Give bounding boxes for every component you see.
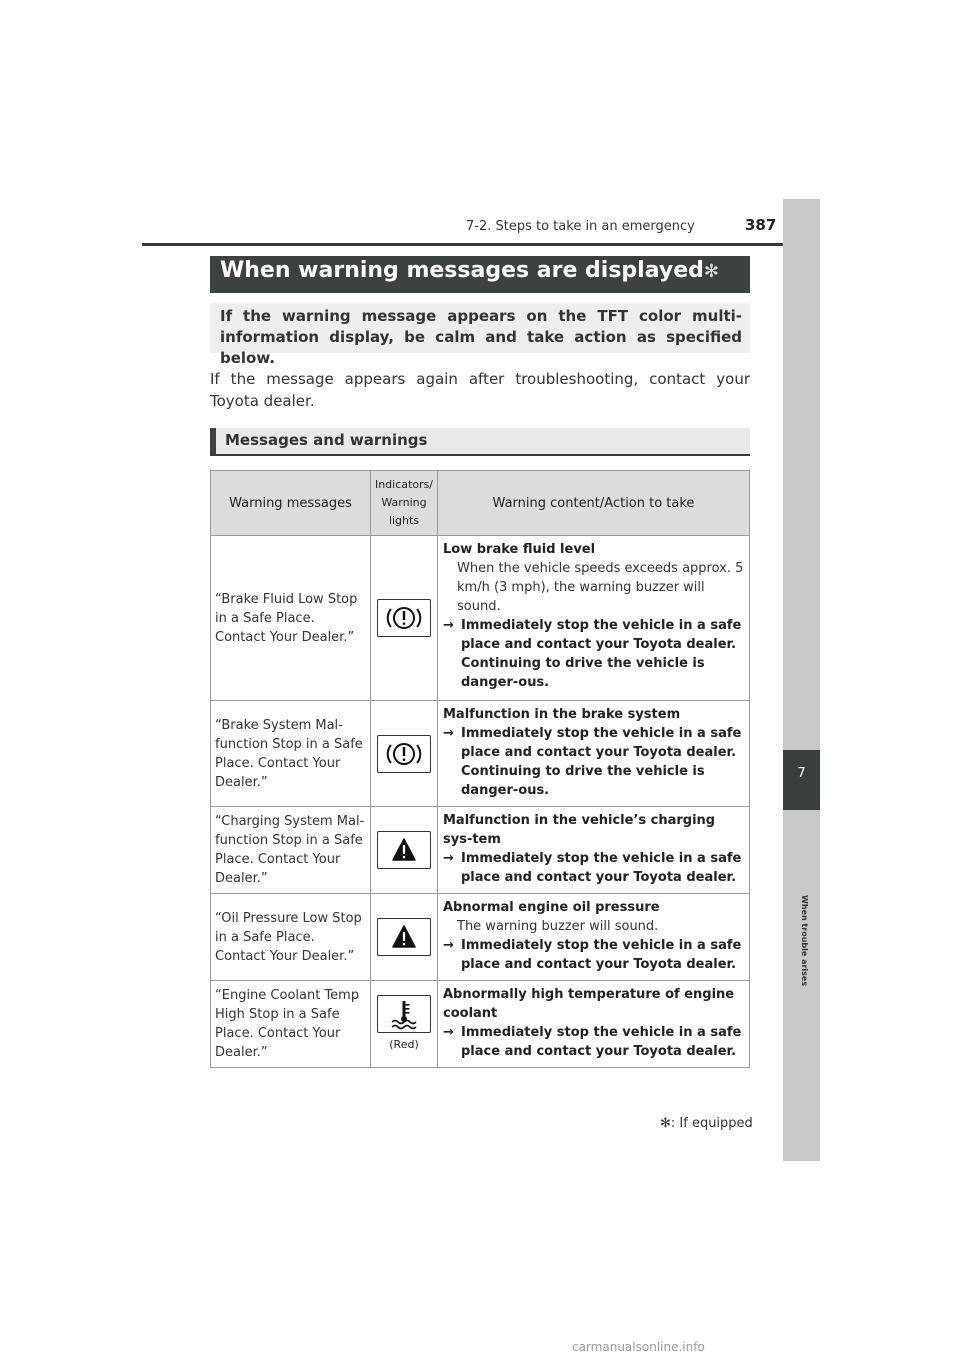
body-paragraph: If the message appears again after troubleshooting, contact your Toyota dealer. — [210, 370, 750, 410]
footnote: ✻: If equipped — [660, 1116, 753, 1131]
section-title — [220, 258, 719, 283]
arrow-right-icon: → — [443, 726, 454, 741]
warning-title: Abnormal engine oil pressure — [443, 900, 660, 915]
chapter-number-tab: 7 — [783, 750, 820, 810]
arrow-right-icon: → — [443, 618, 454, 633]
warning-action-text: Immediately stop the vehicle in a safe place and contact your Toyota dealer. Continuing to drive the vehicle is danger-ous. — [461, 618, 742, 690]
indicator-color-caption: (Red) — [389, 1037, 419, 1051]
if-equipped-star-icon: ✻ — [703, 261, 719, 282]
warning-action — [443, 1023, 745, 1061]
header-indicators-line2: Warning — [381, 496, 427, 509]
warning-content — [438, 807, 750, 894]
warning-action-text: Immediately stop the vehicle in a safe place and contact your Toyota dealer. — [461, 938, 742, 972]
brake-warning-icon — [377, 599, 431, 637]
subheading: Messages and warnings — [225, 431, 428, 449]
warning-content — [438, 536, 750, 701]
header-warning-content: Warning content/Action to take — [438, 471, 750, 536]
header-indicators-line3: lights — [388, 514, 420, 527]
brake-warning-icon — [377, 735, 431, 773]
warning-action-text: Immediately stop the vehicle in a safe place and contact your Toyota dealer. Continuing to drive the vehicle is danger-ous. — [461, 726, 742, 798]
warning-action — [443, 936, 745, 974]
table-row — [211, 807, 750, 894]
watermark: carmanualsonline.info — [572, 1340, 705, 1354]
indicator-cell — [371, 981, 438, 1068]
warning-content — [438, 894, 750, 981]
warning-action — [443, 849, 745, 887]
page-number: 387 — [745, 216, 777, 234]
indicator-cell — [371, 536, 438, 701]
table-row — [211, 536, 750, 701]
master-warning-icon — [377, 831, 431, 869]
warning-message: “Brake System Mal-function Stop in a Safe Place. Contact Your Dealer.” — [211, 701, 371, 807]
warning-title: Low brake fluid level — [443, 542, 596, 557]
warning-note: The warning buzzer will sound. — [457, 919, 659, 934]
warning-content — [438, 701, 750, 807]
chapter-title-vertical: When trouble arises — [800, 895, 809, 987]
table-header-row — [211, 471, 750, 536]
table-row — [211, 894, 750, 981]
coolant-temperature-icon — [377, 995, 431, 1033]
arrow-right-icon: → — [443, 938, 454, 953]
warning-title: Malfunction in the vehicle’s charging sys-tem — [443, 813, 716, 847]
header-indicators — [371, 471, 438, 536]
intro-text: If the warning message appears on the TFT color multi-information display, be calm and take action as specified below. — [220, 307, 742, 367]
header-indicators-line1: Indicators/ — [374, 478, 434, 491]
arrow-right-icon: → — [443, 851, 454, 866]
warning-message: “Engine Coolant Temp High Stop in a Safe Place. Contact Your Dealer.” — [211, 981, 371, 1068]
indicator-cell — [371, 894, 438, 981]
subheading-accent — [210, 428, 216, 454]
running-header-section: 7-2. Steps to take in an emergency — [466, 219, 695, 234]
warning-message: “Brake Fluid Low Stop in a Safe Place. Contact Your Dealer.” — [211, 536, 371, 701]
indicator-cell — [371, 807, 438, 894]
header-rule — [142, 243, 820, 246]
warning-title: Abnormally high temperature of engine coolant — [443, 987, 735, 1021]
master-warning-icon — [377, 918, 431, 956]
table-row — [211, 701, 750, 807]
warning-title: Malfunction in the brake system — [443, 707, 681, 722]
arrow-right-icon: → — [443, 1025, 454, 1040]
warning-action-text: Immediately stop the vehicle in a safe place and contact your Toyota dealer. — [461, 1025, 742, 1059]
chapter-side-strip — [783, 199, 820, 1161]
header-warning-messages: Warning messages — [211, 471, 371, 536]
table-row — [211, 981, 750, 1068]
warning-action-text: Immediately stop the vehicle in a safe place and contact your Toyota dealer. — [461, 851, 742, 885]
indicator-cell — [371, 701, 438, 807]
warning-message: “Charging System Mal-function Stop in a Safe Place. Contact Your Dealer.” — [211, 807, 371, 894]
section-title-text: When warning messages are displayed — [220, 258, 704, 283]
warning-note: When the vehicle speeds exceeds approx. 5 km/h (3 mph), the warning buzzer will sound. — [457, 561, 744, 614]
warning-message: “Oil Pressure Low Stop in a Safe Place. Contact Your Dealer.” — [211, 894, 371, 981]
warning-content — [438, 981, 750, 1068]
warning-action — [443, 724, 745, 800]
warning-messages-table — [210, 470, 750, 1068]
warning-action — [443, 616, 745, 692]
